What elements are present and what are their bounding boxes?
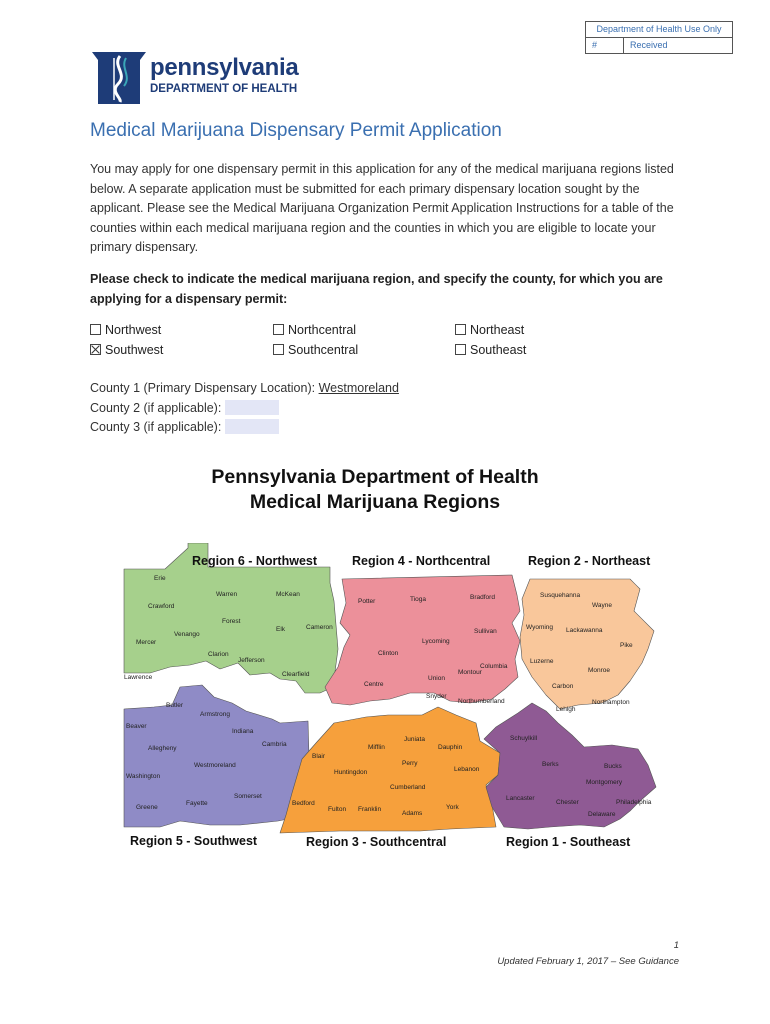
region-5-label: Region 5 - Southwest [130,834,258,848]
northwest-checkbox[interactable] [90,324,101,335]
county-label: Susquehanna [540,592,581,599]
office-use-box [585,21,733,54]
southeast-checkbox[interactable] [455,344,466,355]
region-label: Northeast [470,323,525,337]
county-label: Crawford [148,603,175,610]
county-label: Centre [364,681,384,688]
county-label: Cambria [262,741,287,748]
county-label: Greene [136,804,158,811]
county-label: Clearfield [282,671,310,678]
county-label: Erie [154,575,166,582]
county-label: Chester [556,799,579,806]
county-label: Bucks [604,763,622,770]
county-label: Lycoming [422,638,450,645]
county-label: Schuylkill [510,735,538,742]
region-option-southcentral[interactable] [273,343,358,357]
region-option-northwest[interactable] [90,323,161,337]
county-label: Washington [126,773,161,780]
office-use-number-label: # [586,38,624,53]
office-use-title: Department of Health Use Only [586,22,732,38]
county-label: Mercer [136,639,157,646]
page-number: 1 [673,940,679,951]
county-label: Luzerne [530,658,554,665]
county3-field[interactable] [225,419,279,434]
county-label: Delaware [588,811,616,818]
county1-label: County 1 (Primary Dispensary Location): [90,381,316,395]
county-label: Lackawanna [566,627,603,634]
county-label: Clinton [378,650,399,657]
northeast-checkbox[interactable] [455,324,466,335]
county-label: Adams [402,810,423,817]
pa-health-logo [90,50,310,106]
region-6-label: Region 6 - Northwest [192,554,318,568]
region-option-northcentral[interactable] [273,323,356,337]
region-label: Northcentral [288,323,357,337]
county-label: Lawrence [124,674,153,681]
county-label: Westmoreland [194,762,236,769]
page-footer [497,938,679,970]
county-fields [90,379,399,438]
map-title-line1: Pennsylvania Department of Health [211,466,539,488]
county-label: Perry [402,760,418,767]
county-label: Union [428,675,445,682]
county-label: Cumberland [390,784,426,791]
county-label: Philadelphia [616,799,652,806]
county-label: Indiana [232,728,254,735]
county-label: Somerset [234,793,262,800]
county-label: Northumberland [458,698,505,705]
county-label: Forest [222,618,241,625]
county-label: Butler [166,702,183,709]
county-label: Warren [216,591,238,598]
county-label: Wayne [592,602,612,609]
map-title-line2: Medical Marijuana Regions [249,491,501,513]
county-label: Lancaster [506,795,535,802]
county-label: Allegheny [148,745,177,752]
county2-field[interactable] [225,400,279,415]
county-label: Dauphin [438,744,463,751]
northcentral-checkbox[interactable] [273,324,284,335]
region-option-southwest[interactable] [90,343,163,357]
county-label: Cameron [306,624,333,631]
region-option-northeast[interactable] [455,323,524,337]
county-label: Montgomery [586,779,623,786]
county-label: York [446,804,459,811]
region-4-label: Region 4 - Northcentral [352,554,491,568]
county-label: Franklin [358,806,382,813]
county-label: Huntingdon [334,769,368,776]
county-label: Berks [542,761,559,768]
county-label: Venango [174,631,200,638]
county-label: Fulton [328,806,347,813]
region-3-label: Region 3 - Southcentral [306,835,447,849]
region-option-southeast[interactable] [455,343,526,357]
regions-map [120,543,665,853]
county-label: Bedford [292,800,315,807]
county-label: Beaver [126,723,147,730]
updated-note: Updated February 1, 2017 – See Guidance [497,956,679,967]
county-label: Fayette [186,800,208,807]
county3-label: County 3 (if applicable): [90,420,222,434]
county-label: Clarion [208,651,229,658]
region-1-label: Region 1 - Southeast [506,835,631,849]
county-label: Lehigh [556,706,576,713]
region-label: Southcentral [288,343,359,357]
logo-wordmark: pennsylvania [150,54,299,81]
county-label: Potter [358,598,376,605]
logo-subtitle: DEPARTMENT OF HEALTH [150,83,298,95]
instruction-paragraph: Please check to indicate the medical marijuana region, and specify the county, for which you are applying for a dispensary permit: [90,272,663,306]
county-label: Armstrong [200,711,230,718]
county2-label: County 2 (if applicable): [90,400,222,415]
region-label: Southeast [470,343,527,357]
county-label: Jefferson [238,657,265,664]
county-label: Lebanon [454,766,480,773]
region-label: Northwest [105,323,162,337]
county-label: Sullivan [474,628,497,635]
county-label: McKean [276,591,300,598]
keystone-icon [90,50,148,104]
county1-field[interactable]: Westmoreland [318,381,399,395]
county-label: Wyoming [526,624,554,631]
county-label: Columbia [480,663,508,670]
region-1-shape [484,703,656,829]
county-label: Mifflin [368,744,385,751]
southwest-checkbox[interactable] [90,344,101,355]
county-label: Tioga [410,596,427,603]
county-label: Snyder [426,693,447,700]
region-label: Southwest [105,343,164,357]
county-label: Northampton [592,699,630,706]
county-label: Pike [620,642,633,649]
page-title: Medical Marijuana Dispensary Permit Application [90,120,502,141]
region-2-label: Region 2 - Northeast [528,554,651,568]
county-label: Blair [312,753,326,760]
intro-paragraph: You may apply for one dispensary permit in this application for any of the medical marijuana regions listed below. A separate application must be submitted for each primary dispensary location sought by the applicant. Please see the Medical Marijuana Organization Permit Application Instructions for a table of the counties within each medical marijuana region and the counties in which you are eligible to locate your primary dispensary. [90,162,674,254]
county-label: Carbon [552,683,574,690]
county-label: Elk [276,626,286,633]
county-label: Monroe [588,667,611,674]
county-label: Bradford [470,594,495,601]
office-use-received-label: Received [630,40,668,50]
map-title [160,465,590,515]
southcentral-checkbox[interactable] [273,344,284,355]
county-label: Montour [458,669,482,676]
county-label: Juniata [404,736,425,743]
